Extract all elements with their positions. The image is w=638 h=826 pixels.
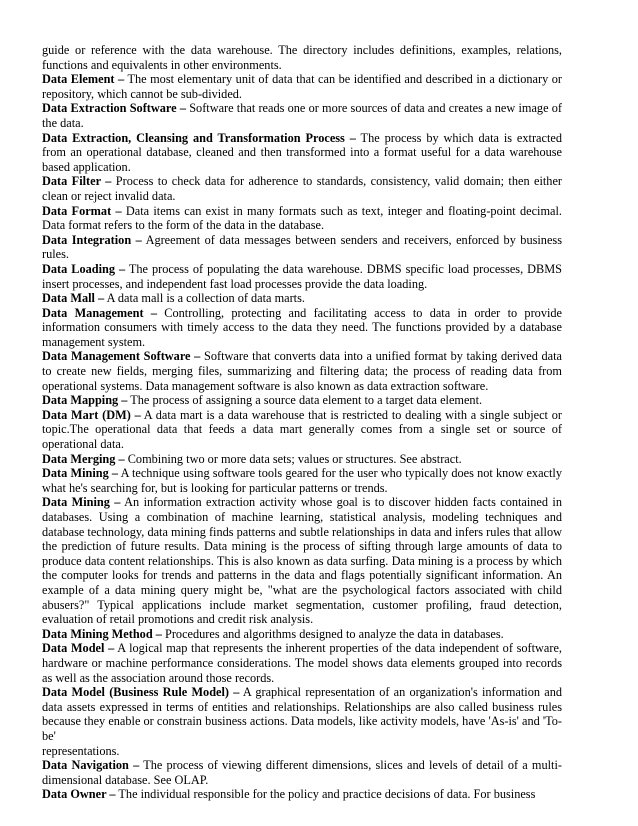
glossary-entry [42, 262, 562, 291]
glossary-entry [42, 744, 562, 759]
glossary-definition: The process of assigning a source data element to a target data element. [127, 393, 483, 408]
glossary-entry [42, 101, 562, 130]
glossary-definition: Software that converts data into a unified format by taking derived data to create new fields, merging files, summarizing and filtering data; the process of reading data from operational systems. Data management software is also known as data extraction software. [42, 349, 562, 393]
glossary-term: Data Mining – [42, 495, 121, 510]
glossary-term: Data Integration – [42, 232, 142, 247]
glossary-term: Data Loading – [42, 261, 126, 276]
glossary-definition: The individual responsible for the policy and practice decisions of data. For business [115, 787, 536, 802]
glossary-definition: An information extraction activity whose goal is to discover hidden facts contained in databases. Using a combination of machine learning, statistical analysis, modeling techniques and database technology, data mining finds patterns and subtle relationships in data and infers rules that allow the prediction of future results. Data mining is the process of sifting through large amounts of data to produce data content relationships. This is also known as data surfing. Data mining is a process by which the computer looks for trends and patterns in the data and flags potentially significant information. An example of a data mining query might be, "what are the psychological factors associated with child abusers?" Typical applications include market segmentation, customer profiling, fraud detection, evaluation of retail promotions and credit risk analysis. [42, 495, 562, 627]
glossary-entry [42, 466, 562, 495]
glossary-definition: Process to check data for adherence to standards, consistency, valid domain; then either clean or reject invalid data. [42, 174, 563, 203]
glossary-term: Data Extraction, Cleansing and Transformation Process – [42, 130, 356, 145]
glossary-definition: The process by which data is extracted from an operational database, cleaned and then transformed into a format useful for a data warehouse based application. [42, 130, 562, 174]
glossary-term: Data Format – [42, 203, 122, 218]
glossary-entry [42, 204, 562, 233]
glossary-entry [42, 131, 562, 175]
glossary-definition: A logical map that represents the inherent properties of the data independent of software, hardware or machine performance considerations. The model shows data elements grouped into records as well as the association around those records. [42, 641, 562, 685]
glossary-entry [42, 641, 562, 685]
glossary-entry [42, 495, 562, 626]
glossary-definition: Software that reads one or more sources of data and creates a new image of the data. [42, 101, 562, 130]
glossary-term: Data Filter – [42, 174, 112, 189]
glossary-list [42, 72, 562, 802]
glossary-term: Data Model – [42, 641, 115, 656]
glossary-term: Data Mining – [42, 466, 119, 481]
glossary-definition: representations. [42, 743, 120, 758]
glossary-definition: Agreement of data messages between senders and receivers, enforced by business rules. [42, 232, 562, 262]
glossary-term: Data Model (Business Rule Model) – [42, 685, 240, 700]
glossary-term: Data Mapping – [42, 393, 128, 408]
glossary-term: Data Owner – [42, 787, 116, 802]
glossary-term: Data Extraction Software – [42, 101, 186, 116]
glossary-entry [42, 685, 562, 743]
glossary-term: Data Mart (DM) – [42, 407, 141, 422]
glossary-entry [42, 627, 562, 642]
glossary-entry [42, 233, 562, 262]
glossary-term: Data Mall – [42, 291, 105, 306]
glossary-term: Data Management Software – [42, 349, 201, 364]
glossary-term: Data Navigation – [42, 758, 140, 773]
glossary-definition: Procedures and algorithms designed to analyze the data in databases. [161, 626, 504, 641]
glossary-term: Data Element – [42, 72, 125, 87]
glossary-definition: Data items can exist in many formats such as text, integer and floating-point decimal. Data format refers to the form of the data in the database. [42, 203, 562, 233]
glossary-entry [42, 393, 562, 408]
glossary-entry [42, 349, 562, 393]
glossary-entry [42, 408, 562, 452]
glossary-entry [42, 72, 562, 101]
glossary-term: Data Merging – [42, 451, 125, 466]
glossary-definition: The most elementary unit of data that can be identified and described in a dictionary or repository, which cannot be sub-divided. [42, 72, 562, 101]
glossary-entry [42, 758, 562, 787]
glossary-entry [42, 306, 562, 350]
glossary-definition: A data mall is a collection of data marts. [104, 291, 305, 306]
glossary-definition: Controlling, protecting and facilitating access to data in order to provide information consumers with timely access to the data they need. The functions provided by a database management system. [42, 305, 562, 349]
glossary-definition: A graphical representation of an organization's information and data assets expressed in terms of entities and relationships. Relationships are also called business rules because they enable or constrain business actions. Data models, like activity models, have 'As-is' and 'To-be' [42, 685, 562, 743]
glossary-term: Data Management – [42, 305, 157, 320]
glossary-definition: A technique using software tools geared for the user who typically does not know exactly what he's searching for, but is looking for particular patterns or trends. [42, 466, 562, 495]
glossary-definition: Combining two or more data sets; values or structures. See abstract. [124, 451, 462, 466]
glossary-term: Data Mining Method – [42, 626, 162, 641]
glossary-entry [42, 787, 562, 802]
glossary-definition: The process of populating the data warehouse. DBMS specific load processes, DBMS insert processes, and independent fast load processes provide the data loading. [42, 261, 563, 291]
glossary-definition: The process of viewing different dimensions, slices and levels of detail of a multi-dimensional database. See OLAP. [42, 758, 562, 787]
continuation-paragraph: guide or reference with the data warehouse. The directory includes definitions, examples, relations, functions and equivalents in other environments. [42, 43, 562, 72]
glossary-entry [42, 452, 562, 467]
glossary-entry [42, 174, 562, 203]
glossary-definition: A data mart is a data warehouse that is restricted to dealing with a single subject or topic.The operational data that feeds a data mart generally comes from a single set or source of operational data. [42, 407, 562, 452]
glossary-entry [42, 291, 562, 306]
